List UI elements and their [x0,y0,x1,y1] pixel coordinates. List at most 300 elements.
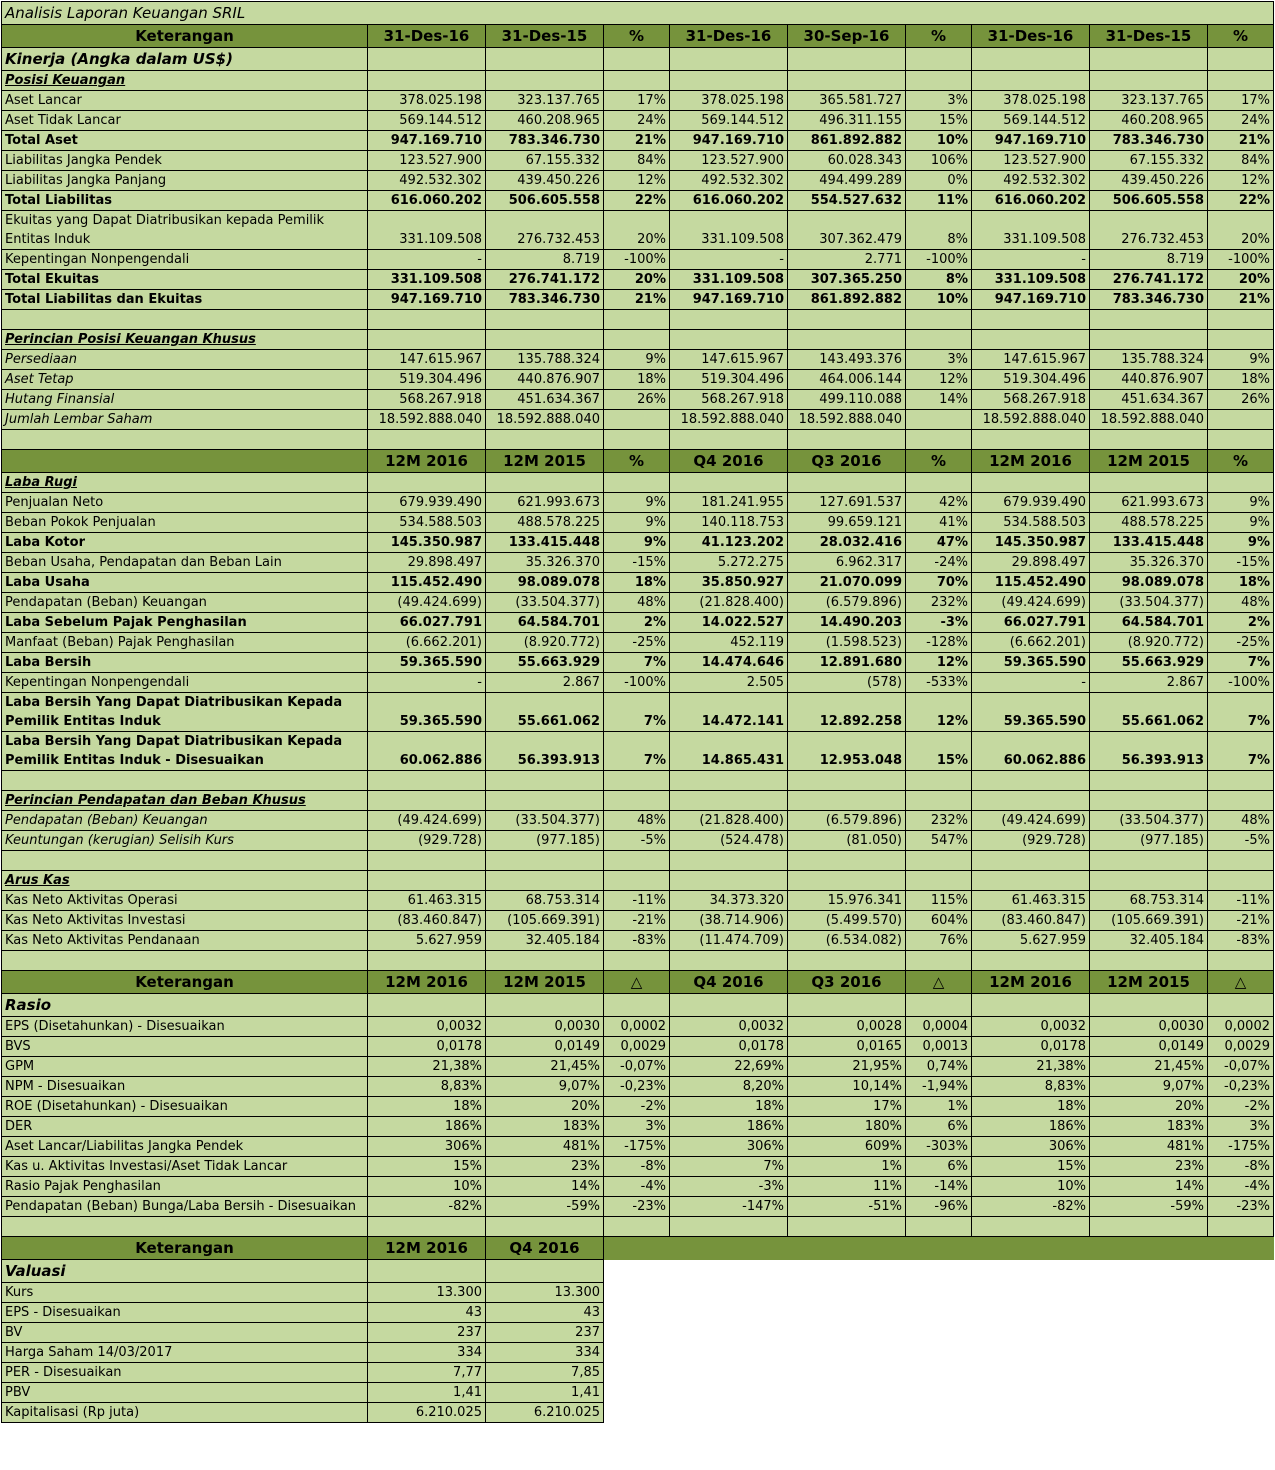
value-cell[interactable]: 48% [604,811,670,831]
empty-cell[interactable] [368,791,486,811]
value-cell[interactable]: 334 [368,1343,486,1363]
value-cell[interactable]: 15% [906,732,972,771]
empty-cell[interactable] [670,791,788,811]
value-cell[interactable]: 8,20% [670,1077,788,1097]
value-cell[interactable]: -128% [906,633,972,653]
value-cell[interactable]: 60.028.343 [788,151,906,171]
empty-cell[interactable] [788,310,906,330]
value-cell[interactable]: 306% [670,1137,788,1157]
empty-cell[interactable] [1090,310,1208,330]
value-cell[interactable]: 145.350.987 [368,533,486,553]
empty-cell[interactable] [368,71,486,91]
value-cell[interactable]: 21,95% [788,1057,906,1077]
value-cell[interactable]: -2% [604,1097,670,1117]
row-label[interactable]: Liabilitas Jangka Panjang [2,171,368,191]
value-cell[interactable]: 276.741.172 [1090,270,1208,290]
header-cell[interactable]: △ [1208,971,1274,994]
value-cell[interactable]: - [670,250,788,270]
row-label[interactable]: Aset Lancar/Liabilitas Jangka Pendek [2,1137,368,1157]
header-cell[interactable]: % [1208,25,1274,48]
value-cell[interactable]: 181.241.955 [670,493,788,513]
empty-cell[interactable] [2,771,368,791]
value-cell[interactable]: 11% [906,191,972,211]
value-cell[interactable]: 439.450.226 [486,171,604,191]
empty-cell[interactable] [1090,330,1208,350]
value-cell[interactable]: 3% [906,350,972,370]
value-cell[interactable]: 783.346.730 [486,290,604,310]
value-cell[interactable]: 21% [604,131,670,151]
value-cell[interactable]: 123.527.900 [670,151,788,171]
value-cell[interactable]: 135.788.324 [1090,350,1208,370]
header-cell[interactable]: 31-Des-16 [972,25,1090,48]
value-cell[interactable]: (977.185) [1090,831,1208,851]
value-cell[interactable]: 861.892.882 [788,131,906,151]
value-cell[interactable]: (11.474.709) [670,931,788,951]
value-cell[interactable]: 127.691.537 [788,493,906,513]
empty-cell[interactable] [604,851,670,871]
value-cell[interactable]: 10% [906,131,972,151]
value-cell[interactable]: (49.424.699) [368,593,486,613]
empty-cell[interactable] [906,791,972,811]
value-cell[interactable]: 0,0030 [1090,1017,1208,1037]
value-cell[interactable]: -0,23% [1208,1077,1274,1097]
value-cell[interactable]: 21,38% [368,1057,486,1077]
empty-cell[interactable] [906,430,972,450]
value-cell[interactable]: 276.732.453 [1090,211,1208,250]
value-cell[interactable]: 9% [1208,533,1274,553]
value-cell[interactable]: 7% [604,732,670,771]
header-cell[interactable]: Q4 2016 [670,450,788,473]
empty-cell[interactable] [604,473,670,493]
value-cell[interactable]: -59% [1090,1197,1208,1217]
empty-cell[interactable] [1208,871,1274,891]
row-label[interactable]: Beban Usaha, Pendapatan dan Beban Lain [2,553,368,573]
value-cell[interactable]: 7% [604,653,670,673]
value-cell[interactable]: 55.663.929 [1090,653,1208,673]
value-cell[interactable]: 20% [1208,270,1274,290]
value-cell[interactable]: 2% [1208,613,1274,633]
value-cell[interactable]: 143.493.376 [788,350,906,370]
value-cell[interactable]: 147.615.967 [972,350,1090,370]
value-cell[interactable]: 0,0029 [604,1037,670,1057]
empty-cell[interactable] [788,791,906,811]
value-cell[interactable]: 276.732.453 [486,211,604,250]
value-cell[interactable]: (6.579.896) [788,811,906,831]
value-cell[interactable]: 323.137.765 [486,91,604,111]
value-cell[interactable]: 3% [1208,1117,1274,1137]
value-cell[interactable]: (38.714.906) [670,911,788,931]
empty-cell[interactable] [906,951,972,971]
value-cell[interactable]: 56.393.913 [486,732,604,771]
value-cell[interactable]: 460.208.965 [486,111,604,131]
value-cell[interactable]: 5.627.959 [368,931,486,951]
row-label[interactable]: Laba Bersih Yang Dapat Diatribusikan Kepada Pemilik Entitas Induk - Disesuaikan [2,732,368,771]
value-cell[interactable]: 331.109.508 [368,211,486,250]
value-cell[interactable]: 145.350.987 [972,533,1090,553]
header-cell[interactable]: % [906,25,972,48]
value-cell[interactable]: 0,0178 [670,1037,788,1057]
section-label[interactable]: Perincian Pendapatan dan Beban Khusus [2,791,368,811]
value-cell[interactable]: 616.060.202 [670,191,788,211]
value-cell[interactable]: 232% [906,593,972,613]
value-cell[interactable]: 8.719 [1090,250,1208,270]
value-cell[interactable]: 616.060.202 [972,191,1090,211]
value-cell[interactable]: 232% [906,811,972,831]
value-cell[interactable]: 18% [1208,573,1274,593]
value-cell[interactable]: 21% [604,290,670,310]
row-label[interactable]: EPS (Disetahunkan) - Disesuaikan [2,1017,368,1037]
value-cell[interactable]: 8,83% [368,1077,486,1097]
value-cell[interactable]: 133.415.448 [1090,533,1208,553]
value-cell[interactable]: -533% [906,673,972,693]
value-cell[interactable]: 14.022.527 [670,613,788,633]
empty-cell[interactable] [670,994,788,1017]
value-cell[interactable]: 947.169.710 [972,131,1090,151]
value-cell[interactable]: 568.267.918 [368,390,486,410]
value-cell[interactable]: 10,14% [788,1077,906,1097]
value-cell[interactable]: - [368,250,486,270]
row-label[interactable]: Laba Bersih Yang Dapat Diatribusikan Kepada Pemilik Entitas Induk [2,693,368,732]
empty-cell[interactable] [604,871,670,891]
value-cell[interactable]: 569.144.512 [670,111,788,131]
empty-cell[interactable] [670,430,788,450]
header-cell[interactable]: Q4 2016 [670,971,788,994]
header-cell[interactable]: 12M 2016 [972,450,1090,473]
value-cell[interactable]: 61.463.315 [368,891,486,911]
value-cell[interactable]: 0,0165 [788,1037,906,1057]
header-cell[interactable]: Q3 2016 [788,450,906,473]
value-cell[interactable]: 1% [788,1157,906,1177]
empty-cell[interactable] [788,71,906,91]
row-label[interactable]: EPS - Disesuaikan [2,1303,368,1323]
value-cell[interactable]: 488.578.225 [1090,513,1208,533]
value-cell[interactable]: 41% [906,513,972,533]
empty-cell[interactable] [486,1260,604,1283]
value-cell[interactable]: -11% [1208,891,1274,911]
value-cell[interactable]: 23% [1090,1157,1208,1177]
value-cell[interactable]: (105.669.391) [1090,911,1208,931]
value-cell[interactable]: 35.326.370 [1090,553,1208,573]
value-cell[interactable]: -82% [368,1197,486,1217]
value-cell[interactable]: 10% [906,290,972,310]
value-cell[interactable]: (8.920.772) [1090,633,1208,653]
value-cell[interactable]: 42% [906,493,972,513]
empty-cell[interactable] [972,951,1090,971]
value-cell[interactable]: 8.719 [486,250,604,270]
value-cell[interactable]: -23% [604,1197,670,1217]
empty-cell[interactable] [604,71,670,91]
value-cell[interactable]: 492.532.302 [670,171,788,191]
row-label[interactable]: Laba Usaha [2,573,368,593]
value-cell[interactable]: 9% [604,493,670,513]
empty-cell[interactable] [906,871,972,891]
empty-cell[interactable] [1090,994,1208,1017]
header-cell[interactable]: 30-Sep-16 [788,25,906,48]
empty-cell[interactable] [1208,851,1274,871]
value-cell[interactable]: -1,94% [906,1077,972,1097]
value-cell[interactable]: 48% [1208,593,1274,613]
value-cell[interactable]: -51% [788,1197,906,1217]
value-cell[interactable]: 20% [1208,211,1274,250]
value-cell[interactable]: 554.527.632 [788,191,906,211]
value-cell[interactable]: 2.771 [788,250,906,270]
value-cell[interactable]: 12% [604,171,670,191]
value-cell[interactable]: 41.123.202 [670,533,788,553]
empty-cell[interactable] [788,851,906,871]
empty-cell[interactable] [604,791,670,811]
value-cell[interactable]: 59.365.590 [972,693,1090,732]
value-cell[interactable]: 496.311.155 [788,111,906,131]
value-cell[interactable]: 12% [906,693,972,732]
row-label[interactable]: Rasio Pajak Penghasilan [2,1177,368,1197]
value-cell[interactable]: 440.876.907 [486,370,604,390]
header-cell[interactable]: Q4 2016 [486,1237,604,1260]
value-cell[interactable]: 0,0002 [1208,1017,1274,1037]
value-cell[interactable]: 15% [972,1157,1090,1177]
row-label[interactable]: Laba Kotor [2,533,368,553]
value-cell[interactable]: 11% [788,1177,906,1197]
value-cell[interactable]: -25% [604,633,670,653]
value-cell[interactable]: 783.346.730 [1090,290,1208,310]
value-cell[interactable]: 464.006.144 [788,370,906,390]
value-cell[interactable]: 783.346.730 [1090,131,1208,151]
value-cell[interactable]: -21% [604,911,670,931]
empty-cell[interactable] [972,310,1090,330]
empty-cell[interactable] [1090,430,1208,450]
value-cell[interactable]: 15.976.341 [788,891,906,911]
row-label[interactable]: DER [2,1117,368,1137]
value-cell[interactable]: 18% [604,370,670,390]
value-cell[interactable]: 947.169.710 [670,131,788,151]
value-cell[interactable]: 568.267.918 [670,390,788,410]
value-cell[interactable]: 499.110.088 [788,390,906,410]
value-cell[interactable]: 306% [368,1137,486,1157]
value-cell[interactable]: (33.504.377) [1090,593,1208,613]
value-cell[interactable]: 861.892.882 [788,290,906,310]
section-label[interactable]: Arus Kas [2,871,368,891]
value-cell[interactable]: (6.662.201) [972,633,1090,653]
value-cell[interactable]: 947.169.710 [368,131,486,151]
empty-cell[interactable] [1090,71,1208,91]
value-cell[interactable]: -175% [1208,1137,1274,1157]
value-cell[interactable]: -8% [1208,1157,1274,1177]
empty-cell[interactable] [1090,771,1208,791]
value-cell[interactable]: 9% [604,350,670,370]
row-label[interactable]: Kas Neto Aktivitas Investasi [2,911,368,931]
value-cell[interactable]: 70% [906,573,972,593]
header-cell[interactable]: 12M 2016 [368,450,486,473]
row-label[interactable]: PBV [2,1383,368,1403]
empty-cell[interactable] [1090,473,1208,493]
empty-cell[interactable] [486,851,604,871]
empty-cell[interactable] [972,1217,1090,1237]
empty-cell[interactable] [2,1217,368,1237]
value-cell[interactable]: (83.460.847) [368,911,486,931]
value-cell[interactable]: (578) [788,673,906,693]
value-cell[interactable]: 12% [1208,171,1274,191]
value-cell[interactable]: - [368,673,486,693]
value-cell[interactable]: 14% [1090,1177,1208,1197]
row-label[interactable]: Total Aset [2,131,368,151]
header-cell[interactable]: 12M 2016 [368,971,486,994]
row-label[interactable]: BV [2,1323,368,1343]
row-label[interactable]: Kurs [2,1283,368,1303]
value-cell[interactable]: 0,74% [906,1057,972,1077]
value-cell[interactable]: 147.615.967 [670,350,788,370]
value-cell[interactable]: 2.867 [1090,673,1208,693]
value-cell[interactable]: 34.373.320 [670,891,788,911]
empty-cell[interactable] [788,1217,906,1237]
empty-cell[interactable] [486,791,604,811]
value-cell[interactable]: 439.450.226 [1090,171,1208,191]
value-cell[interactable]: 9% [604,533,670,553]
row-label[interactable]: Total Ekuitas [2,270,368,290]
value-cell[interactable]: 3% [604,1117,670,1137]
value-cell[interactable]: 12.953.048 [788,732,906,771]
value-cell[interactable]: (105.669.391) [486,911,604,931]
value-cell[interactable]: 67.155.332 [486,151,604,171]
row-label[interactable]: Aset Lancar [2,91,368,111]
empty-cell[interactable] [604,330,670,350]
value-cell[interactable]: 32.405.184 [1090,931,1208,951]
value-cell[interactable]: 21.070.099 [788,573,906,593]
value-cell[interactable]: 24% [1208,111,1274,131]
value-cell[interactable]: 331.109.508 [368,270,486,290]
empty-cell[interactable] [906,473,972,493]
empty-cell[interactable] [368,430,486,450]
header-cell[interactable]: % [604,25,670,48]
value-cell[interactable]: 9,07% [486,1077,604,1097]
row-label[interactable]: Jumlah Lembar Saham [2,410,368,430]
section-label[interactable]: Perincian Posisi Keuangan Khusus [2,330,368,350]
empty-cell[interactable] [368,771,486,791]
empty-cell[interactable] [972,473,1090,493]
value-cell[interactable]: 18.592.888.040 [1090,410,1208,430]
value-cell[interactable]: 506.605.558 [486,191,604,211]
empty-cell[interactable] [486,871,604,891]
value-cell[interactable]: 64.584.701 [486,613,604,633]
empty-cell[interactable] [670,48,788,71]
value-cell[interactable]: 35.850.927 [670,573,788,593]
value-cell[interactable]: 48% [604,593,670,613]
empty-cell[interactable] [486,330,604,350]
value-cell[interactable]: 0,0029 [1208,1037,1274,1057]
empty-cell[interactable] [1208,994,1274,1017]
value-cell[interactable]: 534.588.503 [368,513,486,533]
value-cell[interactable]: 43 [368,1303,486,1323]
value-cell[interactable]: 18.592.888.040 [788,410,906,430]
value-cell[interactable]: 20% [1090,1097,1208,1117]
empty-cell[interactable] [788,871,906,891]
empty-cell[interactable] [1208,791,1274,811]
value-cell[interactable]: 0,0149 [1090,1037,1208,1057]
value-cell[interactable]: (8.920.772) [486,633,604,653]
value-cell[interactable]: 3% [906,91,972,111]
empty-cell[interactable] [1090,1217,1208,1237]
value-cell[interactable]: 21,45% [1090,1057,1208,1077]
row-label[interactable]: Total Liabilitas [2,191,368,211]
value-cell[interactable]: 2.505 [670,673,788,693]
value-cell[interactable]: -8% [604,1157,670,1177]
row-label[interactable]: Kapitalisasi (Rp juta) [2,1403,368,1423]
value-cell[interactable]: -3% [906,613,972,633]
header-cell[interactable]: △ [604,971,670,994]
empty-cell[interactable] [1208,430,1274,450]
header-cell[interactable]: 31-Des-16 [368,25,486,48]
value-cell[interactable]: 23% [486,1157,604,1177]
value-cell[interactable]: 12.891.680 [788,653,906,673]
row-label[interactable]: Persediaan [2,350,368,370]
value-cell[interactable]: 84% [604,151,670,171]
value-cell[interactable]: 492.532.302 [368,171,486,191]
value-cell[interactable]: 115% [906,891,972,911]
value-cell[interactable]: 17% [1208,91,1274,111]
value-cell[interactable]: 481% [1090,1137,1208,1157]
value-cell[interactable]: 568.267.918 [972,390,1090,410]
value-cell[interactable]: 98.089.078 [1090,573,1208,593]
section-label[interactable]: Valuasi [2,1260,368,1283]
row-label[interactable]: Kas Neto Aktivitas Operasi [2,891,368,911]
value-cell[interactable]: 2% [604,613,670,633]
empty-cell[interactable] [906,330,972,350]
value-cell[interactable]: 8,83% [972,1077,1090,1097]
value-cell[interactable]: 84% [1208,151,1274,171]
value-cell[interactable]: 133.415.448 [486,533,604,553]
value-cell[interactable]: 0,0030 [486,1017,604,1037]
value-cell[interactable]: 519.304.496 [670,370,788,390]
value-cell[interactable]: 9% [1208,493,1274,513]
value-cell[interactable]: 66.027.791 [368,613,486,633]
value-cell[interactable]: -21% [1208,911,1274,931]
value-cell[interactable]: 569.144.512 [972,111,1090,131]
value-cell[interactable]: -4% [604,1177,670,1197]
row-label[interactable]: Pendapatan (Beban) Bunga/Laba Bersih - Disesuaikan [2,1197,368,1217]
value-cell[interactable]: (6.662.201) [368,633,486,653]
row-label[interactable]: Aset Tetap [2,370,368,390]
empty-cell[interactable] [972,48,1090,71]
value-cell[interactable]: 180% [788,1117,906,1137]
value-cell[interactable] [1208,410,1274,430]
value-cell[interactable]: 123.527.900 [368,151,486,171]
value-cell[interactable]: -100% [604,250,670,270]
value-cell[interactable]: 494.499.289 [788,171,906,191]
value-cell[interactable]: (33.504.377) [1090,811,1208,831]
empty-cell[interactable] [486,310,604,330]
value-cell[interactable]: 0,0032 [368,1017,486,1037]
header-cell[interactable]: 12M 2016 [972,971,1090,994]
value-cell[interactable] [604,410,670,430]
empty-cell[interactable] [906,48,972,71]
row-label[interactable]: Beban Pokok Penjualan [2,513,368,533]
empty-cell[interactable] [788,48,906,71]
value-cell[interactable]: -0,23% [604,1077,670,1097]
empty-cell[interactable] [368,1260,486,1283]
value-cell[interactable]: 115.452.490 [368,573,486,593]
empty-cell[interactable] [906,1217,972,1237]
row-label[interactable]: Penjualan Neto [2,493,368,513]
empty-cell[interactable] [1090,871,1208,891]
value-cell[interactable]: 947.169.710 [670,290,788,310]
empty-cell[interactable] [604,310,670,330]
value-cell[interactable]: 32.405.184 [486,931,604,951]
value-cell[interactable]: 66.027.791 [972,613,1090,633]
empty-cell[interactable] [670,310,788,330]
value-cell[interactable]: 13.300 [486,1283,604,1303]
value-cell[interactable]: 14% [906,390,972,410]
value-cell[interactable]: 106% [906,151,972,171]
value-cell[interactable]: -5% [1208,831,1274,851]
value-cell[interactable]: 26% [604,390,670,410]
